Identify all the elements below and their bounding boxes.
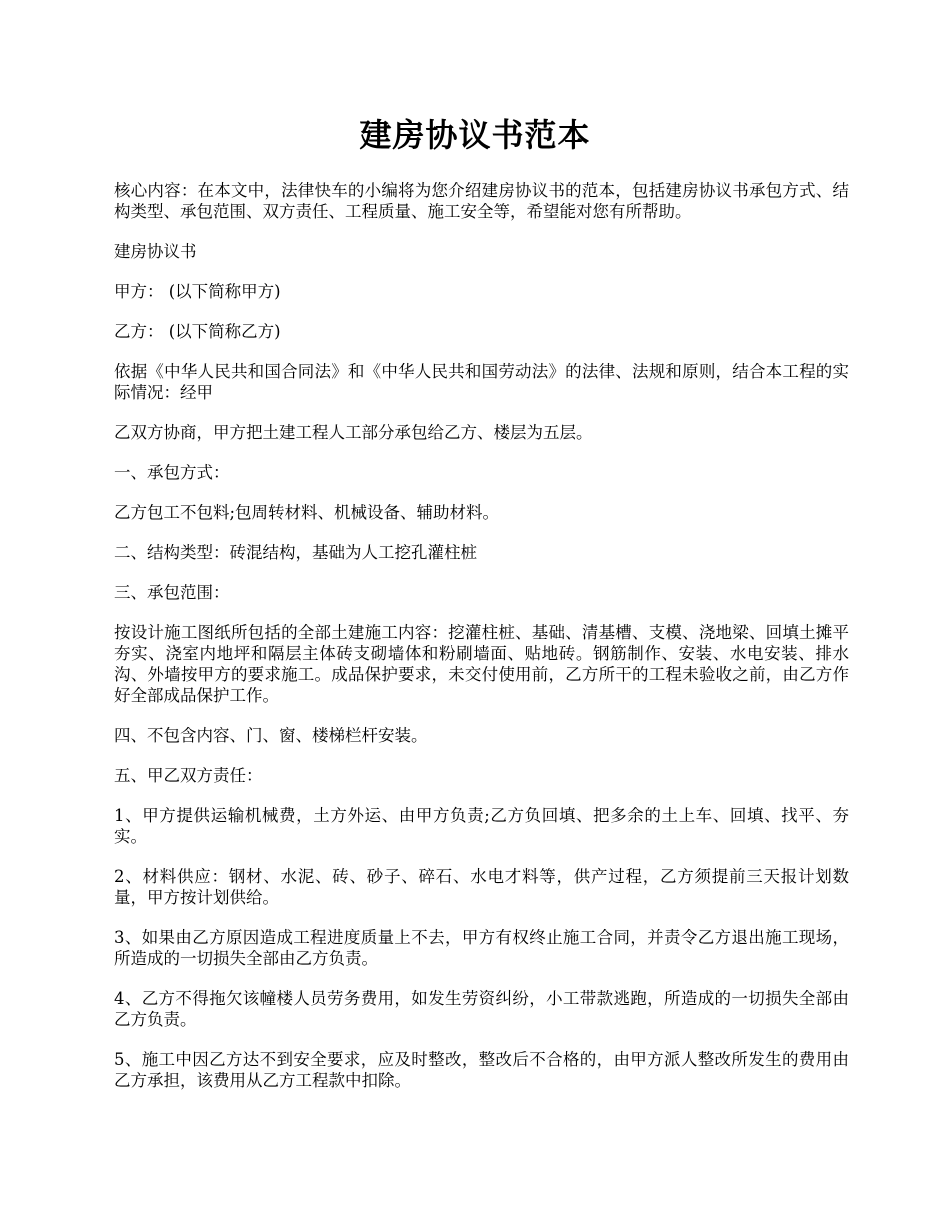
paragraph-party-a: 甲方： (以下简称甲方) — [114, 282, 281, 301]
responsibility-item-1: 1、甲方提供运输机械费，土方外运、由甲方负责;乙方负回填、把多余的土上车、回填、找平、夯实。 — [114, 806, 849, 846]
paragraph-legal-basis: 依据《中华人民共和国合同法》和《中华人民共和国劳动法》的法律、法规和原则，结合本工程的实际情况：经甲 — [114, 362, 849, 402]
section-excluded-content: 四、不包含内容、门、窗、楼梯栏杆安装。 — [114, 726, 428, 745]
paragraph-heading: 建房协议书 — [114, 242, 197, 261]
paragraph-summary: 核心内容：在本文中，法律快车的小编将为您介绍建房协议书的范本，包括建房协议书承包方式、结构类型、承包范围、双方责任、工程质量、施工安全等，希望能对您有所帮助。 — [114, 181, 849, 221]
responsibility-item-2: 2、材料供应：钢材、水泥、砖、砂子、碎石、水电才料等，供产过程，乙方须提前三天报计划数量，甲方按计划供给。 — [114, 867, 849, 907]
responsibility-item-4: 4、乙方不得拖欠该幢楼人员劳务费用，如发生劳资纠纷，小工带款逃跑，所造成的一切损失全部由乙方负责。 — [114, 989, 849, 1029]
section-contract-method: 一、承包方式： — [114, 463, 230, 482]
responsibility-item-3: 3、如果由乙方原因造成工程进度质量上不去，甲方有权终止施工合同，并责令乙方退出施工现场，所造成的一切损失全部由乙方负责。 — [114, 928, 849, 968]
paragraph-agreement: 乙双方协商，甲方把土建工程人工部分承包给乙方、楼层为五层。 — [114, 423, 593, 442]
section-contract-scope: 三、承包范围： — [114, 583, 230, 602]
document-title: 建房协议书范本 — [359, 116, 591, 154]
responsibility-item-5: 5、施工中因乙方达不到安全要求，应及时整改，整改后不合格的，由甲方派人整改所发生的费用由乙方承担，该费用从乙方工程款中扣除。 — [114, 1050, 849, 1090]
paragraph-contract-method: 乙方包工不包料;包周转材料、机械设备、辅助材料。 — [114, 503, 500, 522]
section-responsibilities: 五、甲乙双方责任： — [114, 766, 263, 785]
document-body — [114, 180, 849, 1110]
paragraph-party-b: 乙方： (以下简称乙方) — [114, 322, 281, 341]
paragraph-contract-scope: 按设计施工图纸所包括的全部土建施工内容：挖灌柱桩、基础、清基槽、支模、浇地梁、回填土摊平夯实、浇室内地坪和隔层主体砖支砌墙体和粉刷墙面、贴地砖。钢筋制作、安装、水电安装、排水沟、外墙按甲方的要求施工。成品保护要求，未交付使用前，乙方所干的工程未验收之前，由乙方作好全部成品保护工作。 — [114, 623, 849, 705]
section-structure-type: 二、结构类型：砖混结构，基础为人工挖孔灌柱桩 — [114, 543, 477, 562]
